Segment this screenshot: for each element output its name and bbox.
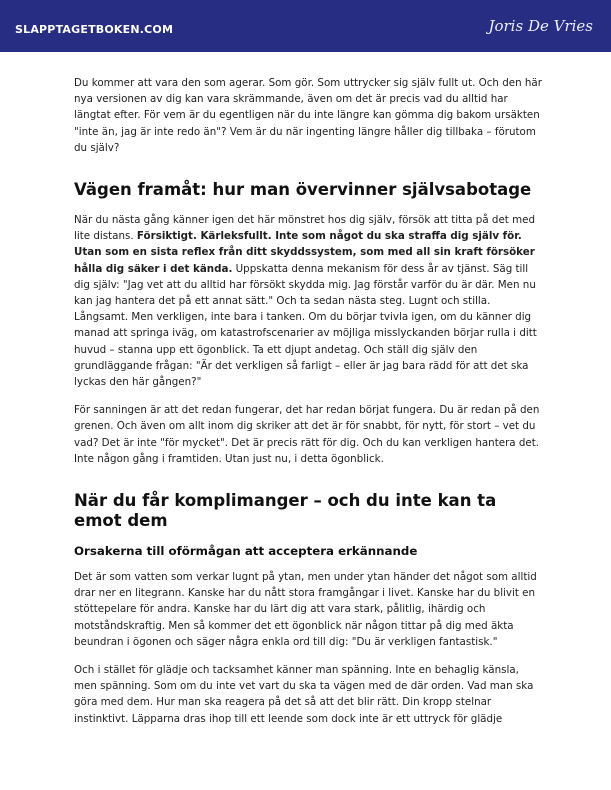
paragraph-text: Uppskatta denna mekanism för dess år av tjänst. Säg till dig själv: "Jag vet att du alltid har försökt skydda mig. Jag förstår varför du är där. Men nu kan jag hantera det på ett annat sätt." Och ta sedan nästa steg. Lugnt och stilla. Långsamt. Men verkligen, inte bara i tanken. Om du börjar tvivla igen, om du känner dig manad att springa iväg, om katastrofscenarier av möjliga misslyckanden börjar rulla i ditt huvud – stanna upp ett ögonblick. Ta ett djupt andetag. Och ställ dig själv den grundläggande frågan: "Är det verkligen så farligt – eller är jag bara rädd för att det ska lyckas den här gången?" xyxy=(74,262,537,389)
paragraph-bold-text: Försiktigt. Kärleksfullt. Inte som något du ska straffa dig själv för. Utan som en sista reflex från ditt skyddssystem, som med all sin kraft försöker hålla dig säker i det kända. xyxy=(74,230,535,275)
section-heading: Vägen framåt: hur man övervinner självsabotage xyxy=(74,180,532,200)
paragraph: Det är som vatten som verkar lugnt på ytan, men under ytan händer det något som alltid drar ner en litegrann. Kanske har du nått stora framgångar i livet. Kanske har du blivit en stöttepelare för andra. Kanske har du lärt dig att vara stark, pålitlig, ihärdig och motståndskraftig. Men så kommer det ett ögonblick när någon tittar på dig med äkta beundran i ögonen och säger några enkla ord till dig: "Du är verkligen fantastisk." xyxy=(74,571,537,648)
site-name[interactable]: SLAPPTAGETBOKEN.COM xyxy=(15,23,174,36)
author-signature: Joris De Vries xyxy=(488,17,593,35)
paragraph: För sanningen är att det redan fungerar, det har redan börjat fungera. Du är redan på den grenen. Och även om allt inom dig skriker att det är för snabbt, för nytt, för stort – vet du vad? Det är inte "för mycket". Det är precis rätt för dig. Och du kan verkligen hantera det. Inte någon gång i framtiden. Utan just nu, i detta ögonblick. xyxy=(74,404,540,465)
paragraph xyxy=(74,212,544,390)
page-header xyxy=(0,0,611,52)
subsection-heading: Orsakerna till oförmågan att acceptera erkännande xyxy=(74,544,418,559)
paragraph: Du kommer att vara den som agerar. Som gör. Som uttrycker sig själv fullt ut. Och den här nya versionen av dig kan vara skrämmande, även om det är precis vad du alltid har längtat efter. För vem är du egentligen när du inte längre kan gömma dig bakom ursäkten "inte än, jag är inte redo än"? Vem är du när ingenting längre håller dig tillbaka – förutom du själv? xyxy=(74,77,542,154)
section-heading: När du får komplimanger – och du inte kan ta emot dem xyxy=(74,491,497,531)
paragraph-text: När du nästa gång känner igen det här mönstret hos dig själv, försök att titta på det med lite distans. xyxy=(74,214,535,243)
article-body xyxy=(74,75,544,739)
paragraph: Och i stället för glädje och tacksamhet känner man spänning. Inte en behaglig känsla, men spänning. Som om du inte vet vart du ska ta vägen med de där orden. Vad man ska göra med dem. Hur man ska reagera på det så att det blir rätt. Din kropp stelnar instinktivt. Läpparna dras ihop till ett leende som dock inte är ett uttryck för glädje xyxy=(74,664,534,725)
